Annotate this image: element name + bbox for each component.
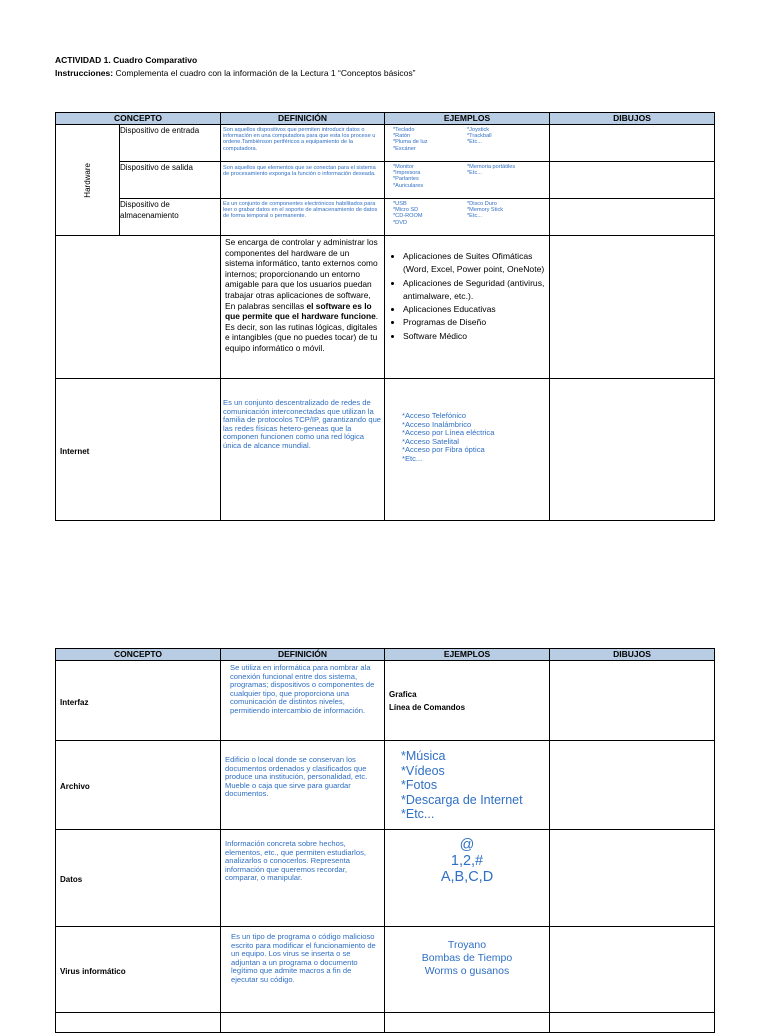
comparison-table-2 xyxy=(55,648,715,1033)
instructions-line xyxy=(55,68,416,78)
examples-cell xyxy=(385,162,550,199)
table-row xyxy=(56,236,715,379)
definition-cell: Información concreta sobre hechos, elementos, etc., que permiten estudiarlos, analizarlos o conocerlos. Representa información que queremos recordar, comparar, o manipular. xyxy=(221,830,385,927)
table-row xyxy=(56,162,715,199)
header-dibujos: DIBUJOS xyxy=(550,649,715,661)
table-row xyxy=(56,125,715,162)
hardware-label: Hardware xyxy=(83,162,92,198)
concept-cell xyxy=(56,236,221,379)
table-row xyxy=(56,379,715,521)
table-row xyxy=(56,830,715,927)
drawing-cell xyxy=(550,741,715,830)
header-definicion: DEFINICIÓN xyxy=(221,113,385,125)
drawing-cell xyxy=(550,927,715,1013)
list-item: • Aplicaciones de Suites Ofimáticas (Word, Excel, Power point, OneNote) xyxy=(403,250,549,277)
definition-cell: Es un tipo de programa o código malicioso escrito para modificar el funcionamiento de un equipo. Los virus se inserta o se adjuntan a un programa o documento legítimo que admite macros a fin de ejecutar su código. xyxy=(221,927,385,1013)
table-row xyxy=(56,1013,715,1033)
examples-cell xyxy=(385,199,550,236)
examples-list-a: *USB *Micro SD *CD-ROOM *DVD xyxy=(393,201,423,226)
header-definicion: DEFINICIÓN xyxy=(221,649,385,661)
software-examples-list xyxy=(385,250,549,343)
table-header-row xyxy=(56,113,715,125)
header-dibujos: DIBUJOS xyxy=(550,113,715,125)
header-ejemplos: EJEMPLOS xyxy=(385,649,550,661)
list-item: • Aplicaciones Educativas xyxy=(403,303,549,316)
examples-list-b: *Disco Duro *Memory Stick *Etc... xyxy=(467,201,504,220)
software-definition: Se encarga de controlar y administrar los componentes del hardware de un sistema informático, tanto externos como internos; proporcionando un entorno amigable para que los usuarios puedan trabajar otras aplicaciones de software, En palabras sencillas el software es lo que permite que el hardware funcione. Es decir, son las rutinas lógicas, digitales e intangibles (que no puedes tocar) de tu equipo informático o móvil. xyxy=(225,237,379,353)
concept-cell: Interfaz xyxy=(56,661,221,741)
virus-examples: Troyano Bombas de Tiempo Worms o gusanos xyxy=(421,939,513,977)
table-header-row xyxy=(56,649,715,661)
drawing-cell xyxy=(550,162,715,199)
concept-cell: Archivo xyxy=(56,741,221,830)
table-row xyxy=(56,661,715,741)
examples-cell xyxy=(385,661,550,741)
examples-list-a: *Monitor *Impresora *Parlantes *Auriculares xyxy=(393,164,424,189)
definition-cell: Es un conjunto de componentes electrónicos habilitados para leer o grabar datos en el soporte de almacenamiento de datos de forma temporal o permanente. xyxy=(221,199,385,236)
drawing-cell xyxy=(550,236,715,379)
examples-cell xyxy=(385,236,550,379)
list-item: • Aplicaciones de Seguridad (antivirus, antimalware, etc.). xyxy=(403,277,549,304)
header-concepto: CONCEPTO xyxy=(56,649,221,661)
instructions-text: Complementa el cuadro con la información de la Lectura 1 “Conceptos básicos” xyxy=(113,68,416,78)
definition-cell xyxy=(221,236,385,379)
table-row xyxy=(56,741,715,830)
examples-cell xyxy=(385,927,550,1013)
hardware-group-cell xyxy=(56,125,120,236)
list-item: • Programas de Diseño xyxy=(403,316,549,329)
drawing-cell xyxy=(550,379,715,521)
definition-cell: Se utiliza en informática para nombrar ala conexión funcional entre dos sistema, programas; dispositivos o componentes de cualquier tipo, que proporciona una comunicación de distintos niveles, permitiendo intercambio de información. xyxy=(221,661,385,741)
list-item: • Software Médico xyxy=(403,330,549,343)
concept-cell: Internet xyxy=(56,379,221,521)
concept-cell: Virus informático xyxy=(56,927,221,1013)
examples-list-a: *Teclado *Ratón *Pluma de luz *Escáner xyxy=(393,127,428,152)
definition-cell: Es un conjunto descentralizado de redes de comunicación interconectadas que utilizan la familia de protocolos TCP/IP, garantizando que las redes físicas hetero-geneas que la componen funcionen como una red lógica única de alcance mundial. xyxy=(221,379,385,521)
concept-cell: Datos xyxy=(56,830,221,927)
table-row xyxy=(56,199,715,236)
definition-cell: Son aquellos que elementos que se conectan para el sistema de procesamiento exponga la función o información deseada. xyxy=(221,162,385,199)
examples-list-b: *Memoria portátiles *Etc... xyxy=(467,164,516,177)
definition-cell: Edificio o local donde se conservan los documentos ordenados y clasificados que produce una institución, personalidad, etc. Mueble o caja que sirve para guardar documentos. xyxy=(221,741,385,830)
table-row xyxy=(56,927,715,1013)
drawing-cell xyxy=(550,661,715,741)
internet-examples-list: *Acceso Telefónico *Acceso Inalámbrico *Acceso por Línea eléctrica *Acceso Satelital *Acceso por Fibra óptica *Etc... xyxy=(402,411,495,463)
interfaz-examples: Grafica Línea de Comandos xyxy=(389,689,466,712)
concept-cell: Dispositivo de entrada xyxy=(120,125,221,162)
datos-examples: @ 1,2,# A,B,C,D xyxy=(440,837,494,885)
examples-list-b: *Joystick *Trackball *Etc... xyxy=(467,127,492,146)
drawing-cell xyxy=(550,125,715,162)
concept-cell: Dispositivo de salida xyxy=(120,162,221,199)
examples-cell xyxy=(385,125,550,162)
drawing-cell xyxy=(550,830,715,927)
examples-cell xyxy=(385,379,550,521)
archivo-examples: *Música *Vídeos *Fotos *Descarga de Internet *Etc... xyxy=(401,749,523,821)
drawing-cell xyxy=(550,199,715,236)
instructions-label: Instrucciones: xyxy=(55,68,114,78)
examples-cell xyxy=(385,830,550,927)
header-ejemplos: EJEMPLOS xyxy=(385,113,550,125)
header-concepto: CONCEPTO xyxy=(56,113,221,125)
examples-cell xyxy=(385,741,550,830)
definition-cell: Son aquellos dispositivos que permiten introducir datos o información en una computadora para que esta los procese u ordene.Tambiénson periféricos a equipamiento de la computadora. xyxy=(221,125,385,162)
concept-cell: Dispositivo de almacenamiento xyxy=(120,199,221,236)
activity-title: ACTIVIDAD 1. Cuadro Comparativo xyxy=(55,55,198,65)
comparison-table-1 xyxy=(55,112,715,521)
